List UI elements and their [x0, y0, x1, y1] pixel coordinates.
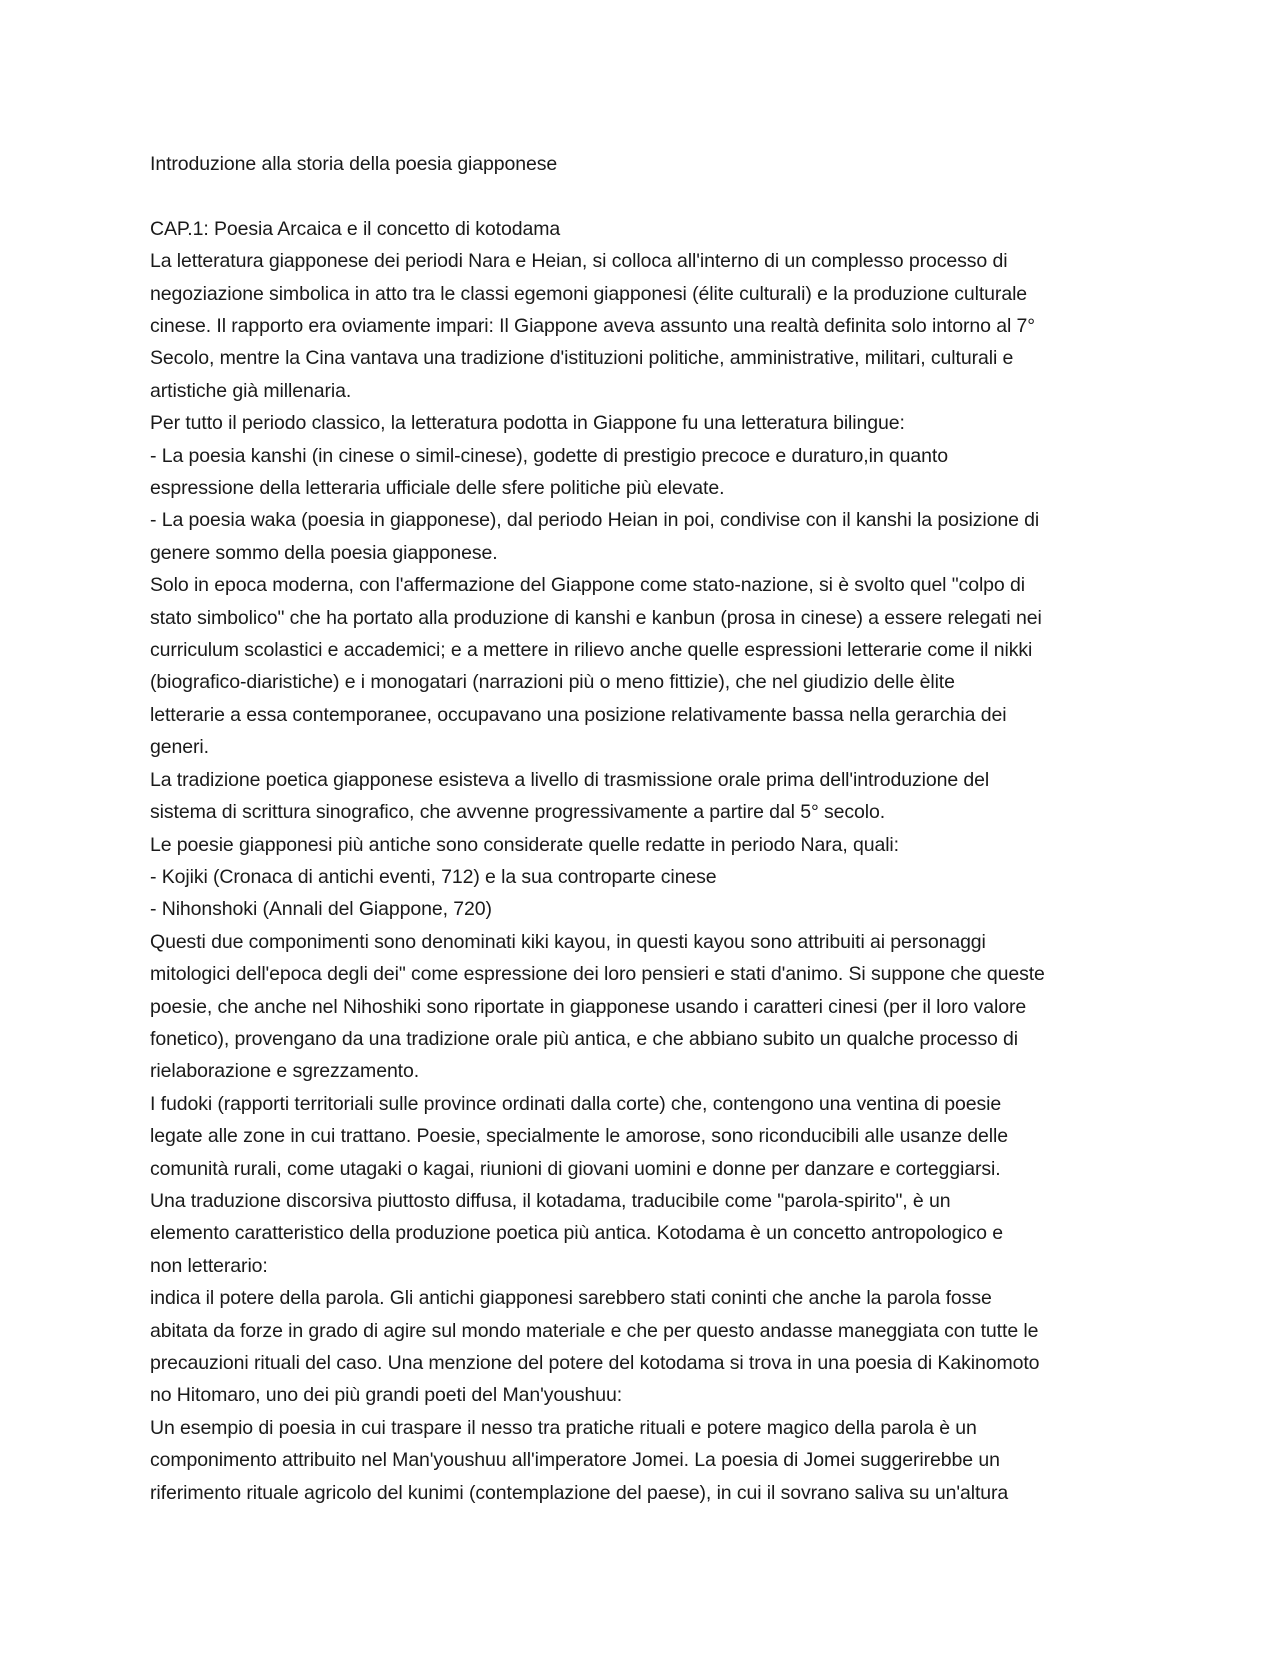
document-body	[150, 213, 1140, 1509]
text-line: non letterario:	[150, 1254, 268, 1277]
text-line: sistema di scrittura sinografico, che avvenne progressivamente a partire dal 5° secolo.	[150, 801, 886, 824]
text-line: artistiche già millenaria.	[150, 379, 352, 402]
text-line: Questi due componimenti sono denominati kiki kayou, in questi kayou sono attribuiti ai personaggi	[150, 930, 986, 953]
text-line: Secolo, mentre la Cina vantava una tradizione d'istituzioni politiche, amministrative, militari, culturali e	[150, 347, 1014, 370]
blank-line	[150, 180, 1140, 212]
text-line: I fudoki (rapporti territoriali sulle province ordinati dalla corte) che, contengono una ventina di poesie	[150, 1092, 1002, 1115]
text-line: - Nihonshoki (Annali del Giappone, 720)	[150, 898, 492, 921]
text-line: Un esempio di poesia in cui traspare il nesso tra pratiche rituali e potere magico della parola è un	[150, 1416, 977, 1439]
text-line: fonetico), provengano da una tradizione orale più antica, e che abbiano subito un qualche processo di	[150, 1027, 1019, 1050]
text-line: - La poesia waka (poesia in giapponese), dal periodo Heian in poi, condivise con il kanshi la posizione di	[150, 509, 1040, 532]
text-line: espressione della letteraria ufficiale delle sfere politiche più elevate.	[150, 477, 725, 500]
text-line: curriculum scolastici e accademici; e a mettere in rilievo anche quelle espressioni letterarie come il nikki	[150, 639, 1033, 662]
text-line: cinese. Il rapporto era oviamente impari: Il Giappone aveva assunto una realtà definita solo intorno al 7°	[150, 315, 1035, 338]
text-line: poesie, che anche nel Nihoshiki sono riportate in giapponese usando i caratteri cinesi (per il loro valore	[150, 995, 1027, 1018]
text-line: riferimento rituale agricolo del kunimi (contemplazione del paese), in cui il sovrano saliva su un'altura	[150, 1481, 1009, 1504]
text-line: - La poesia kanshi (in cinese o simil-cinese), godette di prestigio precoce e duraturo,in quanto	[150, 444, 948, 467]
text-line: comunità rurali, come utagaki o kagai, riunioni di giovani uomini e donne per danzare e corteggiarsi.	[150, 1157, 1001, 1180]
text-line: Le poesie giapponesi più antiche sono considerate quelle redatte in periodo Nara, quali:	[150, 833, 899, 856]
text-line: generi.	[150, 736, 209, 759]
text-line: Per tutto il periodo classico, la letteratura podotta in Giappone fu una letteratura bilingue:	[150, 412, 905, 435]
text-line: mitologici dell'epoca degli dei" come espressione dei loro pensieri e stati d'animo. Si suppone che queste	[150, 963, 1045, 986]
text-line: legate alle zone in cui trattano. Poesie, specialmente le amorose, sono riconducibili alle usanze delle	[150, 1125, 1008, 1148]
text-line: (biografico-diaristiche) e i monogatari (narrazioni più o meno fittizie), che nel giudizio delle èlite	[150, 671, 955, 694]
text-line: elemento caratteristico della produzione poetica più antica. Kotodama è un concetto antropologico e	[150, 1222, 1003, 1245]
text-line: negoziazione simbolica in atto tra le classi egemoni giapponesi (élite culturali) e la produzione culturale	[150, 282, 1028, 305]
text-line: indica il potere della parola. Gli antichi giapponesi sarebbero stati coninti che anche la parola fosse	[150, 1287, 992, 1310]
text-line: precauzioni rituali del caso. Una menzione del potere del kotodama si trova in una poesia di Kakinomoto	[150, 1352, 1040, 1375]
text-line: stato simbolico" che ha portato alla produzione di kanshi e kanbun (prosa in cinese) a essere relegati nei	[150, 606, 1042, 629]
text-line: componimento attribuito nel Man'youshuu all'imperatore Jomei. La poesia di Jomei suggerirebbe un	[150, 1449, 1000, 1472]
text-line: Solo in epoca moderna, con l'affermazione del Giappone come stato-nazione, si è svolto quel "colpo di	[150, 574, 1025, 597]
text-line: letterarie a essa contemporanee, occupavano una posizione relativamente bassa nella gerarchia dei	[150, 703, 1007, 726]
text-line: rielaborazione e sgrezzamento.	[150, 1060, 420, 1083]
text-line: no Hitomaro, uno dei più grandi poeti del Man'youshuu:	[150, 1384, 623, 1407]
document-page	[150, 148, 1140, 1509]
chapter-heading: CAP.1: Poesia Arcaica e il concetto di kotodama	[150, 217, 561, 240]
text-line: - Kojiki (Cronaca di antichi eventi, 712) e la sua controparte cinese	[150, 865, 717, 888]
document-title: Introduzione alla storia della poesia giapponese	[150, 153, 558, 175]
text-line: abitata da forze in grado di agire sul mondo materiale e che per questo andasse maneggiata con tutte le	[150, 1319, 1039, 1342]
text-line: La tradizione poetica giapponese esisteva a livello di trasmissione orale prima dell'introduzione del	[150, 768, 990, 791]
text-line: genere sommo della poesia giapponese.	[150, 541, 498, 564]
text-line: La letteratura giapponese dei periodi Nara e Heian, si colloca all'interno di un complesso processo di	[150, 250, 1008, 273]
text-line: Una traduzione discorsiva piuttosto diffusa, il kotadama, traducibile come "parola-spirito", è un	[150, 1189, 951, 1212]
